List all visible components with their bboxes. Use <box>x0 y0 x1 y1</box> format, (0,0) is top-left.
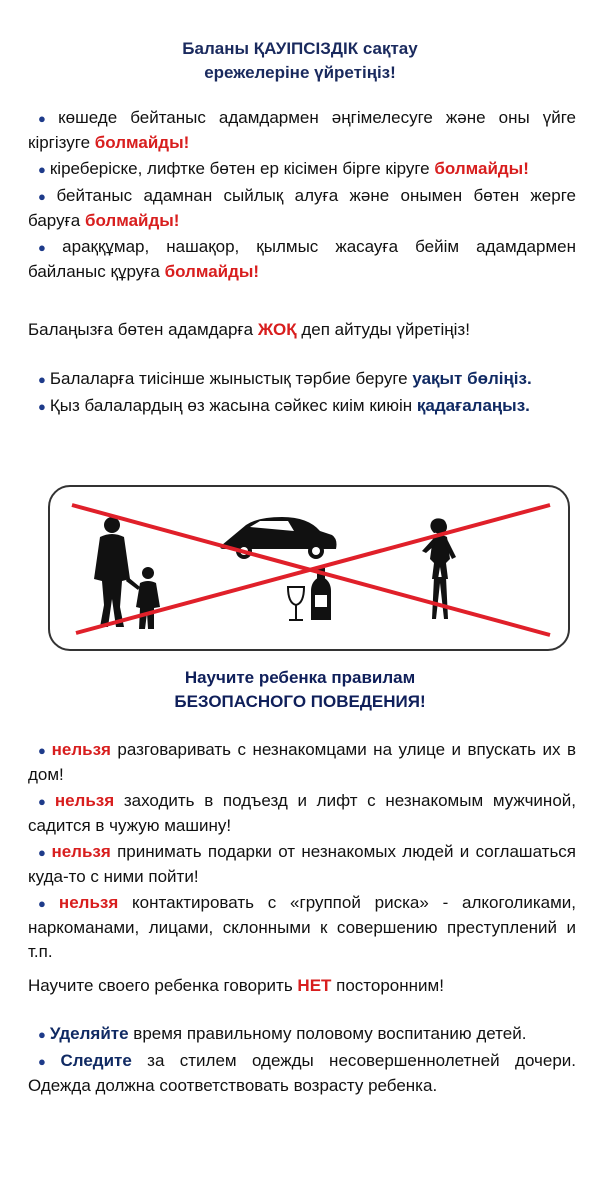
bullet-icon: ● <box>38 399 46 414</box>
wine-glass-and-bottle-icon <box>288 569 330 620</box>
bullet-icon: ● <box>38 240 59 255</box>
ru-title <box>0 666 600 714</box>
list-item: ● нельзя разговаривать с незнакомцами на улице и впускать их в дом! <box>28 740 577 784</box>
warning-illustration-svg <box>50 487 572 653</box>
list-item: ● көшеде бейтаныс адамдармен әңгімелесуге және оны үйге кіргізуге болмайды! <box>28 108 576 152</box>
ru-say-no-line: Научите своего ребенка говорить НЕТ посторонним! <box>28 976 444 995</box>
list-item: ● кіреберіске, лифтке бөтен ер кісімен бірге кіруге болмайды! <box>28 157 576 182</box>
kz-title-line1: Баланы ҚАУІПСІЗДІК сақтау <box>182 39 418 58</box>
list-item: ● Қыз балалардың өз жасына сәйкес киім киюін қадағалаңыз. <box>28 394 576 419</box>
bullet-icon: ● <box>38 1054 57 1069</box>
bullet-icon: ● <box>38 372 46 387</box>
bullet-icon: ● <box>38 1027 46 1042</box>
kz-say-no-line: Балаңызға бөтен адамдарға ЖОҚ деп айтуды үйретіңіз! <box>28 320 470 339</box>
list-item: ● нельзя контактировать с «группой риска» - алкоголиками, наркоманами, лицами, склонными к совершению преступлений и т.п. <box>28 893 576 961</box>
ru-title-line1: Научите ребенка правилам <box>184 668 416 687</box>
bullet-icon: ● <box>38 896 55 911</box>
bullet-icon: ● <box>38 162 46 177</box>
kz-rules-list <box>28 106 576 286</box>
list-item: ● нельзя заходить в подъезд и лифт с незнакомым мужчиной, садится в чужую машину! <box>28 791 576 835</box>
bullet-icon: ● <box>38 794 51 809</box>
bullet-icon: ● <box>38 189 53 204</box>
list-item: ● Следите за стилем одежды несовершеннолетней дочери. Одежда должна соответствовать возрасту ребенка. <box>28 1051 577 1095</box>
list-item: ● Уделяйте время правильному половому воспитанию детей. <box>28 1022 576 1047</box>
kz-title-line2: ережелеріне үйретіңіз! <box>204 63 396 82</box>
kz-title <box>0 37 600 85</box>
list-item: ● нельзя принимать подарки от незнакомых людей и соглашаться куда-то с ними пойти! <box>28 842 577 886</box>
ru-advice-list <box>28 1022 576 1100</box>
list-item: ● араққұмар, нашақор, қылмыс жасауға бейім адамдармен байланыс құруға болмайды! <box>28 237 576 281</box>
ru-rules-list <box>28 738 576 966</box>
bullet-icon: ● <box>38 845 48 860</box>
ru-title-line2: БЕЗОПАСНОГО ПОВЕДЕНИЯ! <box>174 692 426 711</box>
warning-illustration <box>48 485 570 651</box>
car-icon <box>220 517 336 559</box>
bullet-icon: ● <box>38 743 48 758</box>
list-item: ● Балаларға тиісінше жыныстық тәрбие беруге уақыт бөліңіз. <box>28 367 576 392</box>
list-item: ● бейтаныс адамнан сыйлық алуға және онымен бөтен жерге баруға болмайды! <box>28 186 576 230</box>
kz-advice-list <box>28 367 576 421</box>
bullet-icon: ● <box>38 111 55 126</box>
